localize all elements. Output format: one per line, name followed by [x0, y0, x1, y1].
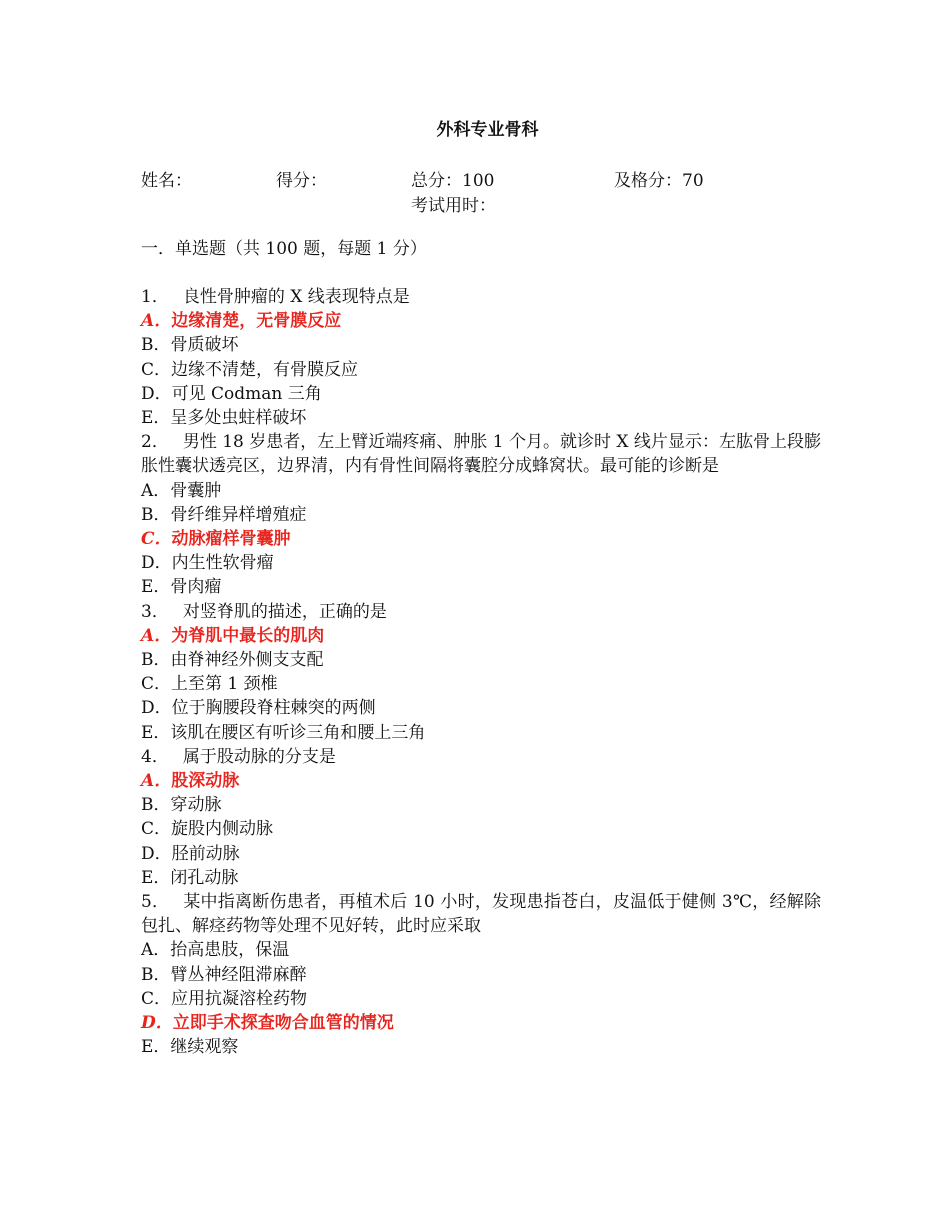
name-label: 姓名： — [141, 171, 192, 191]
page-title: 外科专业骨科 — [436, 120, 539, 140]
option-letter: E． — [141, 867, 171, 888]
question-number: 5． — [141, 892, 170, 913]
option-letter: A． — [141, 311, 172, 332]
question-stem — [141, 745, 821, 769]
option-letter: D． — [141, 1013, 173, 1034]
option-letter: B． — [141, 650, 171, 671]
answer-option-correct — [141, 309, 821, 333]
exam-time-label: 考试用时： — [411, 196, 496, 216]
answer-option — [141, 842, 821, 866]
question-number: 1． — [141, 287, 169, 307]
option-letter: C． — [141, 529, 172, 550]
option-letter: A． — [141, 771, 172, 792]
option-text: 立即手术探查吻合血管的情况 — [172, 1013, 394, 1034]
option-text: 旋股内侧动脉 — [171, 819, 274, 840]
passing-score-label: 及格分：70 — [614, 171, 704, 191]
answer-option — [141, 575, 821, 599]
option-letter: C． — [141, 988, 172, 1009]
option-letter: B． — [141, 335, 171, 356]
option-letter: D． — [141, 843, 172, 864]
option-text: 骨囊肿 — [170, 480, 222, 501]
answer-option — [141, 1035, 821, 1059]
answer-option — [141, 938, 821, 962]
answer-option — [141, 648, 821, 672]
option-letter: E． — [141, 408, 171, 429]
option-text: 继续观察 — [170, 1037, 239, 1058]
answer-option — [141, 333, 821, 357]
answer-option-correct — [141, 1011, 821, 1035]
answer-option — [141, 793, 821, 817]
option-letter: C． — [141, 819, 172, 840]
question-stem — [141, 890, 821, 938]
option-letter: B． — [141, 795, 171, 816]
option-text: 抬高患肢，保温 — [170, 940, 290, 961]
question-text: 属于股动脉的分支是 — [182, 746, 336, 767]
question-block — [141, 890, 821, 1059]
option-letter: B． — [141, 964, 171, 985]
question-number: 4． — [141, 746, 169, 767]
question-number: 2． — [141, 432, 169, 453]
option-text: 臂丛神经阻滞麻醉 — [170, 964, 307, 985]
question-stem — [141, 430, 821, 478]
answer-option — [141, 503, 821, 527]
option-text: 上至第 1 颈椎 — [171, 674, 278, 695]
option-letter: D． — [141, 698, 172, 719]
option-text: 位于胸腰段脊柱棘突的两侧 — [171, 698, 376, 719]
option-text: 边缘不清楚，有骨膜反应 — [171, 359, 359, 380]
question-block — [141, 285, 821, 430]
answer-option-correct — [141, 769, 821, 793]
question-block — [141, 430, 821, 599]
option-letter: E． — [141, 1037, 171, 1058]
option-letter: E． — [141, 577, 171, 598]
option-text: 闭孔动脉 — [170, 867, 239, 888]
section-heading: 一．单选题（共 100 题，每题 1 分） — [141, 239, 427, 259]
question-text: 男性 18 岁患者，左上臂近端疼痛、肿胀 1 个月。就诊时 X 线片显示：左肱骨上段膨胀性囊状透亮区，边界清，内有骨性间隔将囊腔分成蜂窝状。最可能的诊断是 — [141, 432, 821, 477]
option-text: 内生性软骨瘤 — [171, 553, 274, 574]
option-text: 骨质破坏 — [170, 335, 239, 356]
option-letter: D． — [141, 553, 172, 574]
answer-option — [141, 479, 821, 503]
option-letter: C． — [141, 359, 172, 380]
option-text: 应用抗凝溶栓药物 — [171, 988, 308, 1009]
option-letter: A． — [141, 480, 171, 501]
question-stem — [141, 285, 821, 309]
answer-option — [141, 551, 821, 575]
option-letter: E． — [141, 722, 171, 743]
answer-option — [141, 672, 821, 696]
option-text: 边缘清楚，无骨膜反应 — [171, 311, 342, 332]
question-number: 3． — [141, 601, 169, 622]
option-text: 穿动脉 — [170, 795, 222, 816]
option-letter: D． — [141, 383, 172, 404]
total-score-label: 总分：100 — [411, 171, 495, 191]
answer-option — [141, 721, 821, 745]
option-text: 骨纤维异样增殖症 — [170, 504, 307, 525]
answer-option — [141, 866, 821, 890]
option-text: 为脊肌中最长的肌肉 — [171, 625, 325, 646]
answer-option — [141, 963, 821, 987]
option-text: 骨肉瘤 — [170, 577, 222, 598]
answer-option — [141, 358, 821, 382]
answer-option-correct — [141, 527, 821, 551]
option-text: 呈多处虫蛀样破坏 — [170, 408, 307, 429]
option-text: 胫前动脉 — [171, 843, 240, 864]
question-block — [141, 745, 821, 890]
option-text: 该肌在腰区有听诊三角和腰上三角 — [170, 722, 426, 743]
answer-option-correct — [141, 624, 821, 648]
answer-option — [141, 382, 821, 406]
answer-option — [141, 817, 821, 841]
option-letter: B． — [141, 504, 171, 525]
answer-option — [141, 406, 821, 430]
question-block — [141, 600, 821, 745]
question-stem — [141, 600, 821, 624]
answer-option — [141, 696, 821, 720]
option-letter: A． — [141, 940, 171, 961]
question-text: 对竖脊肌的描述，正确的是 — [182, 601, 387, 622]
question-text: 良性骨肿瘤的 X 线表现特点是 — [182, 287, 410, 307]
option-letter: C． — [141, 674, 172, 695]
option-text: 由脊神经外侧支支配 — [170, 650, 324, 671]
option-letter: A． — [141, 625, 172, 646]
option-text: 动脉瘤样骨囊肿 — [171, 529, 291, 550]
question-list — [141, 285, 821, 1060]
question-text: 某中指离断伤患者，再植术后 10 小时，发现患指苍白，皮温低于健侧 3℃，经解除包扎、解痉药物等处理不见好转，此时应采取 — [141, 892, 821, 937]
score-label: 得分： — [276, 171, 327, 191]
option-text: 股深动脉 — [171, 771, 240, 792]
answer-option — [141, 987, 821, 1011]
option-text: 可见 Codman 三角 — [171, 383, 322, 404]
